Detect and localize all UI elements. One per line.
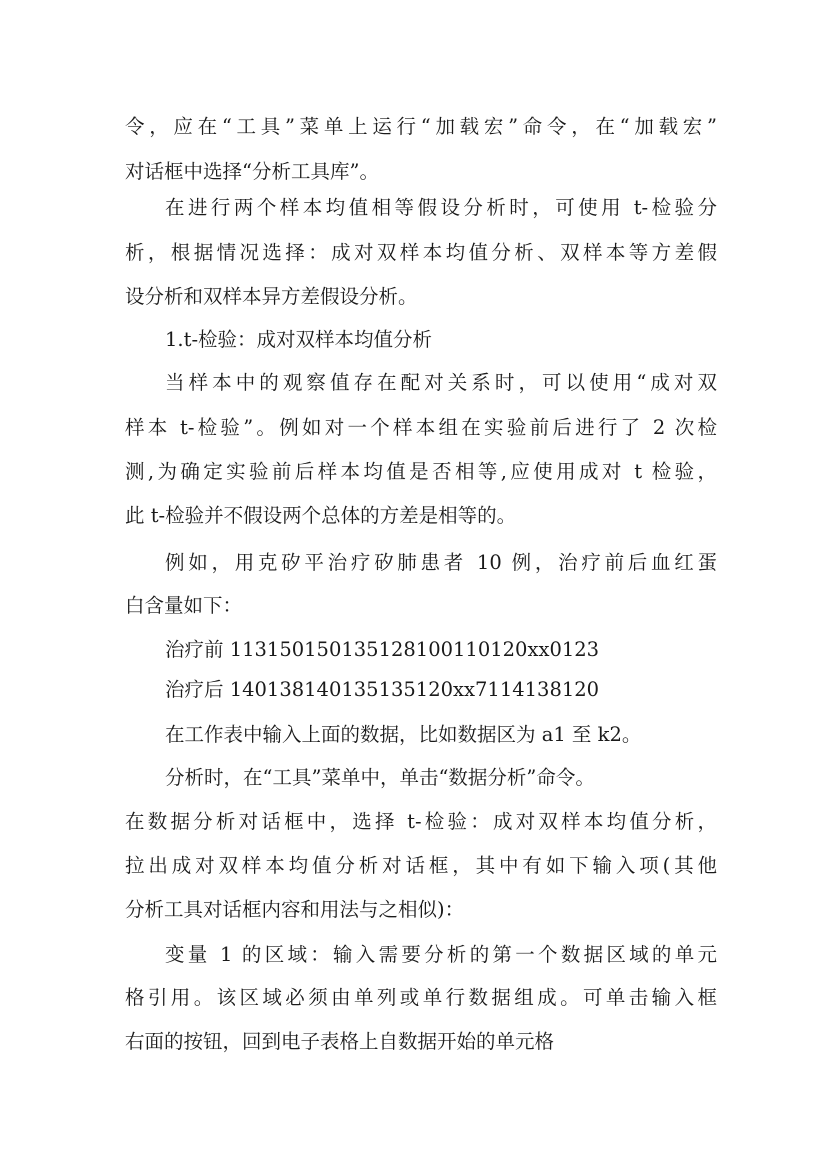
- text-line: 设分析和双样本异方差假设分析。: [125, 285, 418, 308]
- text-line: 在工作表中输入上面的数据，比如数据区为 a1 至 k2。: [165, 723, 642, 746]
- text-line: 例如，用克矽平治疗矽肺患者 10 例，治疗前后血红蛋: [165, 551, 717, 574]
- text-line: 分析工具对话框内容和用法与之相似)：: [125, 898, 465, 921]
- text-line: 白含量如下：: [125, 594, 243, 617]
- text-line: 变量 1 的区域：输入需要分析的第一个数据区域的单元: [165, 943, 717, 966]
- text-line: 在数据分析对话框中，选择 t-检验：成对双样本均值分析，: [125, 810, 717, 833]
- text-line: 格引用。该区域必须由单列或单行数据组成。可单击输入框: [125, 986, 717, 1009]
- text-line: 令，应在“工具”菜单上运行“加载宏”命令，在“加载宏”: [125, 115, 717, 138]
- text-line: 测,为确定实验前后样本均值是否相等,应使用成对 t 检验，: [125, 460, 717, 483]
- data-line-before: 治疗前 113150150135128100110120xx0123: [165, 638, 600, 661]
- text-line: 右面的按钮，回到电子表格上自数据开始的单元格: [125, 1030, 555, 1053]
- text-line: 分析时，在“工具”菜单中，单击“数据分析”命令。: [165, 766, 595, 789]
- text-line: 在进行两个样本均值相等假设分析时，可使用 t-检验分: [165, 196, 717, 219]
- text-line: 析，根据情况选择：成对双样本均值分析、双样本等方差假: [125, 241, 717, 264]
- data-line-after: 治疗后 140138140135135120xx7114138120: [165, 678, 600, 701]
- text-line: 当样本中的观察值存在配对关系时，可以使用“成对双: [165, 371, 717, 394]
- text-line: 样本 t-检验”。例如对一个样本组在实验前后进行了 2 次检: [125, 416, 717, 439]
- text-line: 拉出成对双样本均值分析对话框，其中有如下输入项(其他: [125, 854, 717, 877]
- section-heading: 1.t-检验：成对双样本均值分析: [165, 328, 433, 351]
- text-line: 对话框中选择“分析工具库”。: [125, 160, 379, 183]
- text-line: 此 t-检验并不假设两个总体的方差是相等的。: [125, 504, 517, 527]
